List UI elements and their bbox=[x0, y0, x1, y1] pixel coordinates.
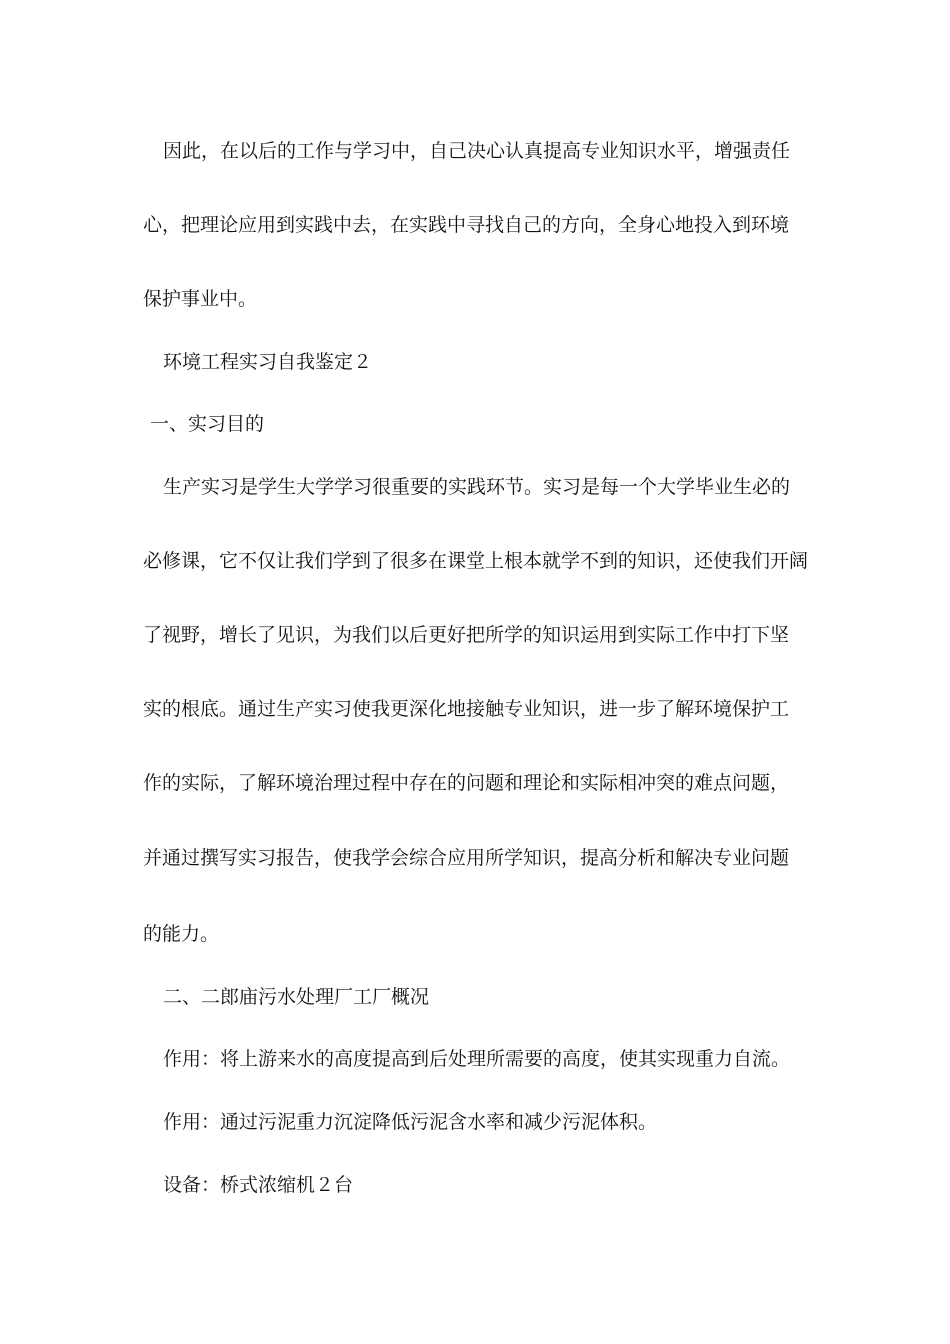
paragraph-2-line-3: 了视野，增长了见识，为我们以后更好把所学的知识运用到实际工作中打下坚 bbox=[143, 624, 790, 646]
section-title: 环境工程实习自我鉴定２ bbox=[163, 351, 373, 373]
paragraph-2-line-6: 并通过撰写实习报告，使我学会综合应用所学知识，提高分析和解决专业问题 bbox=[143, 847, 790, 869]
heading-practice-purpose: 一、实习目的 bbox=[150, 413, 265, 435]
item-function-2: 作用：通过污泥重力沉淀降低污泥含水率和减少污泥体积。 bbox=[163, 1111, 658, 1133]
paragraph-1-line-3: 保护事业中。 bbox=[143, 288, 258, 310]
paragraph-1-line-2: 心，把理论应用到实践中去，在实践中寻找自己的方向，全身心地投入到环境 bbox=[143, 214, 790, 236]
paragraph-2-line-2: 必修课，它不仅让我们学到了很多在课堂上根本就学不到的知识，还使我们开阔 bbox=[143, 550, 809, 572]
item-function-1: 作用：将上游来水的高度提高到后处理所需要的高度，使其实现重力自流。 bbox=[163, 1048, 791, 1070]
paragraph-2-line-5: 作的实际，了解环境治理过程中存在的问题和理论和实际相冲突的难点问题， bbox=[143, 772, 790, 794]
paragraph-1-line-1: 因此，在以后的工作与学习中，自己决心认真提高专业知识水平，增强责任 bbox=[163, 140, 791, 162]
item-equipment: 设备：桥式浓缩机２台 bbox=[163, 1174, 354, 1196]
paragraph-2-line-7: 的能力。 bbox=[143, 923, 220, 945]
paragraph-2-line-1: 生产实习是学生大学学习很重要的实践环节。实习是每一个大学毕业生必的 bbox=[163, 476, 791, 498]
paragraph-2-line-4: 实的根底。通过生产实习使我更深化地接触专业知识，进一步了解环境保护工 bbox=[143, 698, 790, 720]
heading-plant-overview: 二、二郎庙污水处理厂工厂概况 bbox=[163, 986, 430, 1008]
